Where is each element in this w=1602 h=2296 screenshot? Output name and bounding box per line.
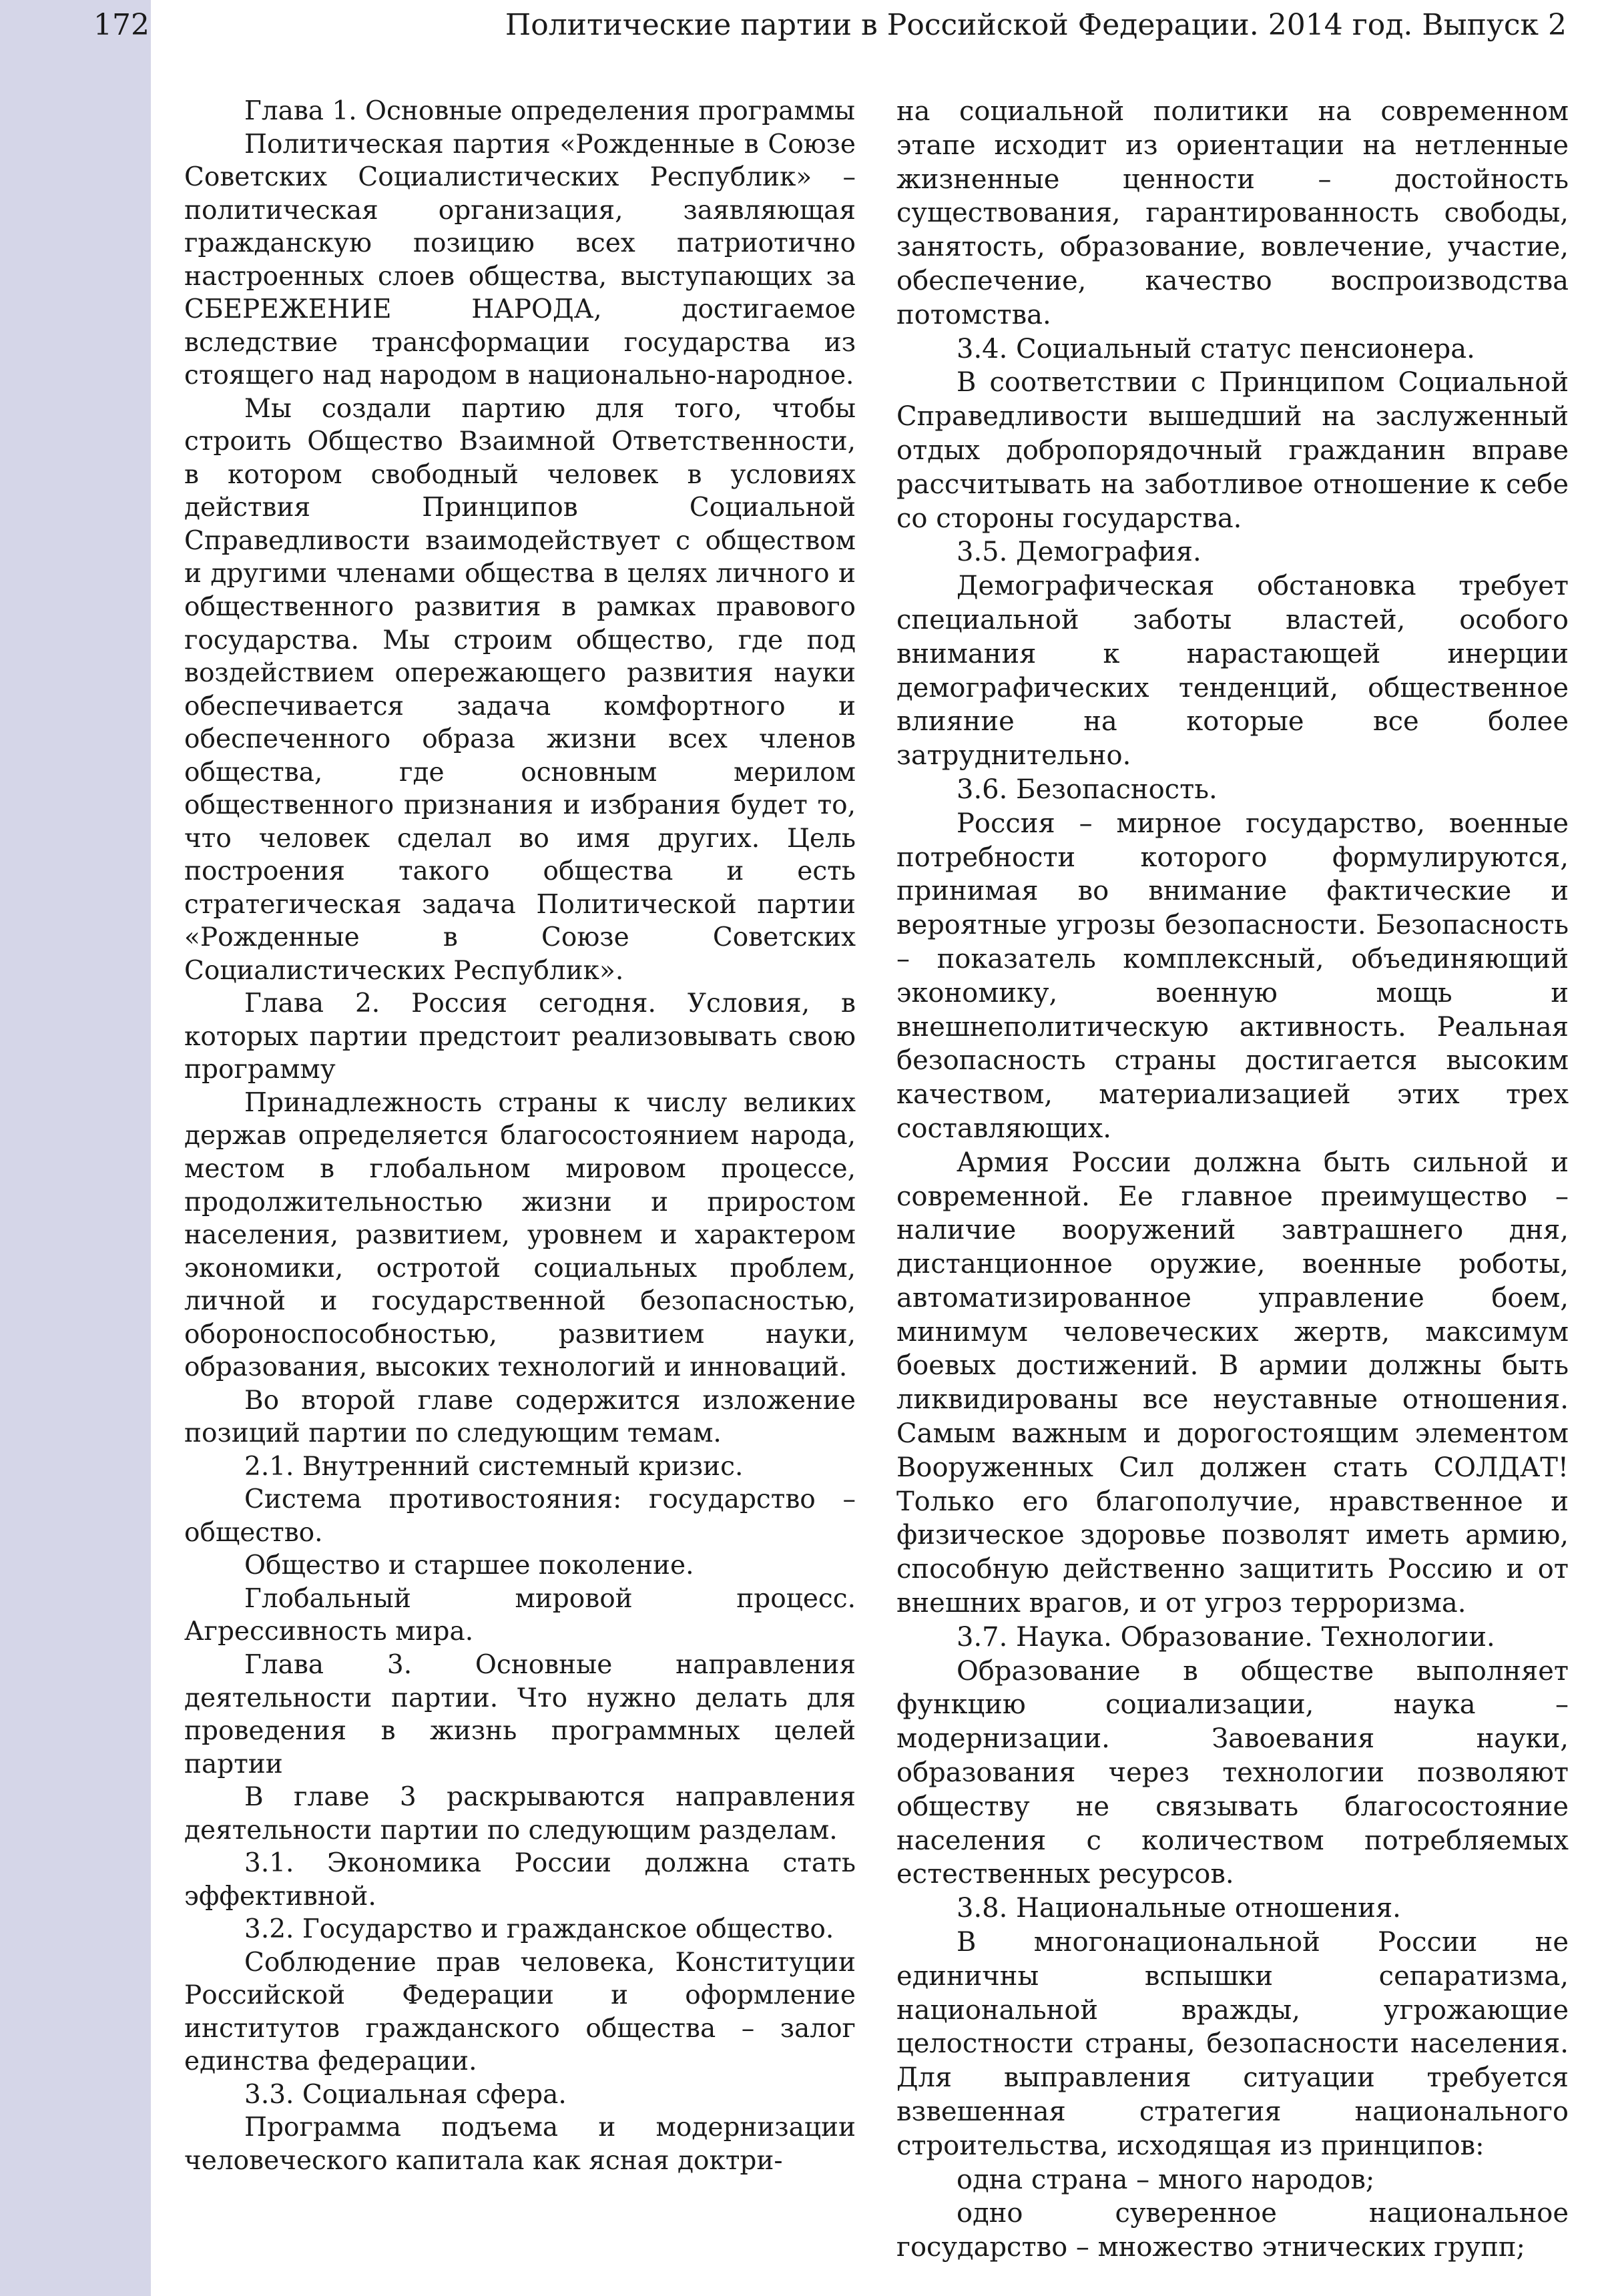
- paragraph: Во второй главе содержится изложение позиций партии по следующим темам.: [184, 1385, 856, 1449]
- section-heading: 3.6. Безопасность.: [957, 774, 1218, 805]
- list-item: одно суверенное национальное государство – множество этнических групп;: [896, 2198, 1569, 2263]
- paragraph: Демографическая обстановка требует специальной заботы властей, особого внимания к нарастающей инерции демографических тенденций, общественное влияние на которые все более затруднительно.: [896, 571, 1569, 772]
- paragraph: Россия – мирное государство, военные потребности которого формулируются, принимая во внимание фактические и вероятные угрозы безопасности. Безопасность – показатель комплексный, объединяющий экономику, военную мощь и внешнеполитическую активность. Реальная безопасность страны достигается высоким качеством, материализацией этих трех составляющих.: [896, 808, 1569, 1144]
- text-column-left: [184, 95, 856, 2177]
- paragraph: Политическая партия «Рожденные в Союзе Советских Социалистических Республик» – политическая организация, заявляющая гражданскую позицию всех патриотично настроенных слоев общества, выступающих за СБЕРЕЖЕНИЕ НАРОДА, достигаемое вследствие трансформации государства из стоящего над народом в национально-народное.: [184, 129, 856, 391]
- text-column-right: [896, 95, 1569, 2265]
- paragraph: В соответствии с Принципом Социальной Справедливости вышедший на заслуженный отдых добропорядочный гражданин вправе рассчитывать на заботливое отношение к себе со стороны государства.: [896, 367, 1569, 534]
- list-item: Глобальный мировой процесс. Агрессивность мира.: [184, 1583, 856, 1647]
- page-margin-bar: [0, 0, 151, 2296]
- chapter-2-heading: Глава 2. Россия сегодня. Условия, в которых партии предстоит реализовывать свою программу: [184, 988, 856, 1085]
- section-heading: 3.4. Социальный статус пенсионера.: [957, 333, 1475, 364]
- paragraph: Соблюдение прав человека, Конституции Российской Федерации и оформление институтов гражданского общества – залог единства федерации.: [184, 1947, 856, 2077]
- section-heading: 3.8. Национальные отношения.: [957, 1893, 1401, 1924]
- section-heading: 3.5. Демография.: [957, 537, 1202, 568]
- chapter-3-heading: Глава 3. Основные направления деятельности партии. Что нужно делать для проведения в жизнь программных целей партии: [184, 1649, 856, 1779]
- paragraph: В главе 3 раскрываются направления деятельности партии по следующим разделам.: [184, 1782, 856, 1845]
- paragraph: Мы создали партию для того, чтобы строить Общество Взаимной Ответственности, в котором свободный человек в условиях действия Принципов Социальной Справедливости взаимодействует с обществом и другими членами общества в целях личного и общественного развития в рамках правового государства. Мы строим общество, где под воздействием опережающего развития науки обеспечивается задача комфортного и обеспеченного образа жизни всех членов общества, где основным мерилом общественного признания и избрания будет то, что человек сделал во имя других. Цель построения такого общества и есть стратегическая задача Политической партии «Рожденные в Союзе Советских Социалистических Республик».: [184, 393, 856, 986]
- paragraph: Армия России должна быть сильной и современной. Ее главное преимущество – наличие вооружений завтрашнего дня, дистанционное оружие, военные роботы, автоматизированное управление боем, минимум человеческих жертв, максимум боевых достижений. В армии должны быть ликвидированы все неуставные отношения. Самым важным и дорогостоящим элементом Вооруженных Сил должен стать СОЛДАТ! Только его благополучие, нравственное и физическое здоровье позволят иметь армию, способную действенно защитить Россию и от внешних врагов, и от угроз терроризма.: [896, 1147, 1569, 1619]
- paragraph: В многонациональной России не единичны вспышки сепаратизма, национальной вражды, угрожающие целостности страны, безопасности населения. Для выправления ситуации требуется взвешенная стратегия национального строительства, исходящая из принципов:: [896, 1927, 1569, 2161]
- paragraph: Программа подъема и модернизации человеческого капитала как ясная доктри-: [184, 2112, 856, 2176]
- chapter-1-heading: Глава 1. Основные определения программы: [244, 96, 856, 126]
- paragraph-continued: на социальной политики на современном этапе исходит из ориентации на нетленные жизненные ценности – достойность существования, гарантированность свободы, занятость, образование, вовлечение, участие, обеспечение, качество воспроизводства потомства.: [896, 96, 1569, 330]
- section-heading: 3.1. Экономика России должна стать эффективной.: [184, 1848, 856, 1912]
- section-heading: 2.1. Внутренний системный кризис.: [244, 1451, 744, 1482]
- paragraph: Образование в обществе выполняет функцию социализации, наука – модернизации. Завоевания науки, образования через технологии позволяют обществу не связывать благосостояние населения с количеством потребляемых естественных ресурсов.: [896, 1655, 1569, 1890]
- list-item: одна страна – много народов;: [957, 2164, 1375, 2195]
- section-heading: 3.7. Наука. Образование. Технологии.: [957, 1621, 1495, 1653]
- section-heading: 3.3. Социальная сфера.: [244, 2079, 567, 2110]
- running-head: Политические партии в Российской Федерации. 2014 год. Выпуск 2: [505, 8, 1567, 42]
- list-item: Система противостояния: государство – общество.: [184, 1484, 856, 1548]
- page-number: 172: [93, 8, 150, 42]
- section-heading: 3.2. Государство и гражданское общество.: [244, 1914, 834, 1945]
- paragraph: Принадлежность страны к числу великих держав определяется благосостоянием народа, местом в глобальном мировом процессе, продолжительностью жизни и приростом населения, развитием, уровнем и характером экономики, остротой социальных проблем, личной и государственной безопасностью, обороноспособностью, развитием науки, образования, высоких технологий и инноваций.: [184, 1087, 856, 1383]
- list-item: Общество и старшее поколение.: [244, 1550, 694, 1581]
